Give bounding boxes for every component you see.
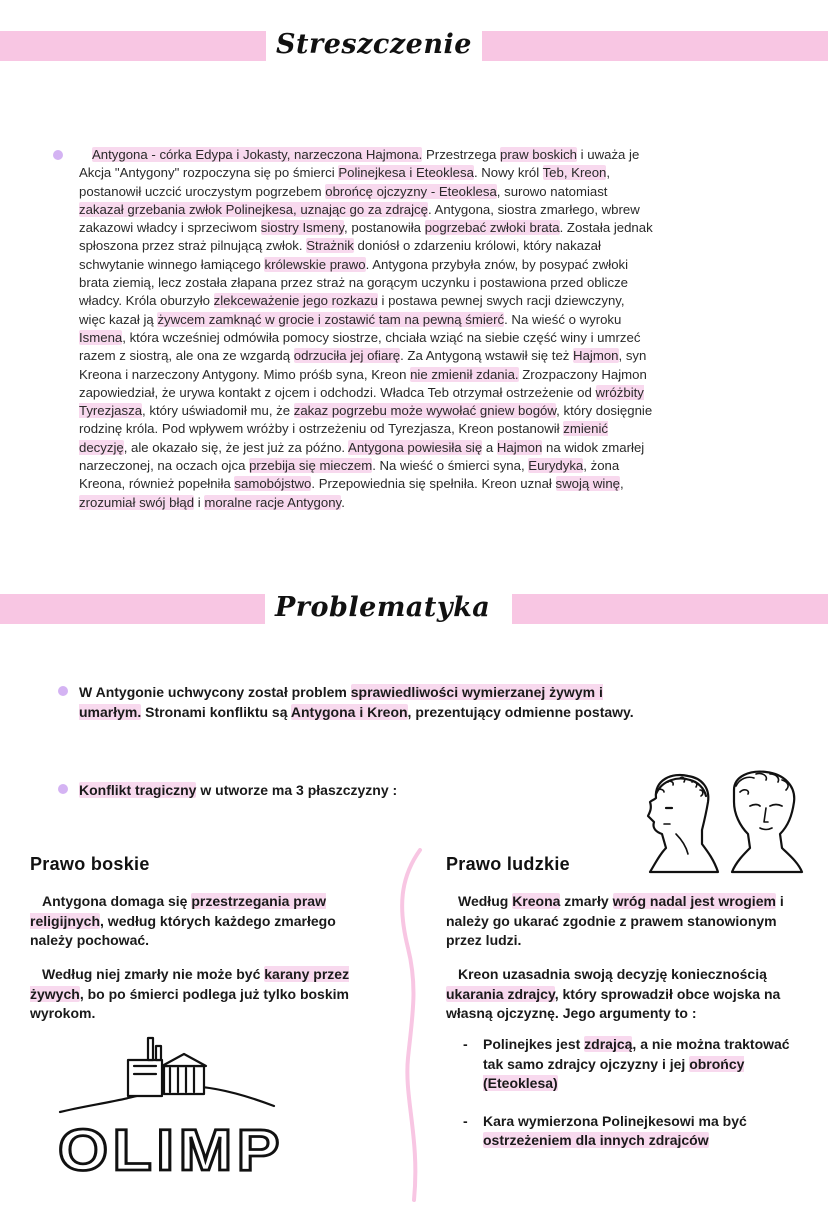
text-segment: , postanowił uczcić uroczystym pogrzebem [79,165,611,199]
highlighted-text: samobójstwo [234,476,312,492]
highlighted-text: zlekceważenie jego rozkazu [213,293,378,309]
divine-law-p1 [30,892,375,951]
text-segment: , żona Kreona, również popełniła [79,458,620,492]
text-segment: i uważa je Akcja "Antygony" rozpoczyna się po śmierci [79,147,640,181]
text-segment: Kara wymierzona Polinejkesowi ma być [483,1112,747,1129]
olimp-illustration [52,1030,292,1200]
text-segment: . Na wieść o śmierci syna, [372,458,529,474]
text-segment: Według [458,893,513,909]
olimp-word: OLIMP [58,1118,284,1183]
text-segment: a [482,439,497,455]
argument-item [463,1112,803,1151]
text-segment: , prezentujący odmienne postawy. [407,703,634,720]
human-law-title: Prawo ludzkie [446,854,570,874]
text-segment: zmarły [560,893,613,909]
argument-marker: - [463,1036,468,1052]
kreon-arguments [463,1035,803,1169]
text-segment: . Nowy król [473,165,543,181]
title-band-left [0,31,270,61]
argument-item [463,1035,803,1094]
text-segment: Polinejkes jest [483,1036,585,1052]
text-segment: Według niej zmarły nie może być [42,966,265,982]
highlighted-text: wróżbity Tyrezjasza [79,384,644,419]
text-segment: Stronami konfliktu są [141,703,291,720]
highlighted-text: moralne racje Antygony [204,494,342,510]
text-segment: , [620,476,624,492]
divine-law-title: Prawo boskie [30,854,150,874]
text-segment: , który sprowadził obce wojska na własną ojczyznę. Jego argumenty to : [446,985,781,1021]
highlighted-text: zakazał grzebania zwłok Polinejkesa, uznając go za zdrajcę [79,201,428,217]
text-segment: , bo po śmierci podlega już tylko boskim wyrokom. [30,985,349,1021]
highlighted-text: ostrzeżeniem dla innych zdrajców [483,1132,709,1148]
highlighted-text: zrozumiał swój błąd [79,494,195,510]
highlighted-text: Hajmon [496,439,543,455]
text-segment: i [194,494,205,510]
highlighted-text: Eurydyka [528,458,584,474]
column-divider [390,848,440,1203]
text-segment: , który dosięgnie rodzinę króla. Pod wpływem wróżby i ostrzeżeniu od Tyrezjasza, Kreon postanowił [79,403,653,437]
summary-title: Streszczenie [266,23,482,67]
highlighted-text: obrońcy (Eteoklesa) [483,1055,745,1091]
summary-bullet [53,150,63,160]
text-segment: na widok zmarłej narzeczonej, na oczach ojca [79,439,645,474]
highlighted-text: żywcem zamknąć w grocie i zostawić tam na pewną śmierć [157,311,505,327]
highlighted-text: obrońcę ojczyzny - Eteoklesa [325,183,497,199]
text-segment: . Przepowiednia się spełniła. Kreon uznał [311,476,556,492]
text-segment: , który uświadomił mu, że [142,403,294,419]
highlighted-text: przebija się mieczem [249,458,373,474]
highlighted-text: ukarania zdrajcy [446,985,555,1002]
highlighted-text: Strażnik [306,238,354,254]
text-segment: doniósł o zdarzeniu królowi, który nakazał schwytanie winnego łamiącego [79,238,601,272]
highlighted-text: swoją winę [555,476,621,492]
problems-band-left [0,594,265,624]
human-law-p2 [446,965,806,1024]
argument-text [483,1036,790,1091]
highlighted-text: nie zmienił zdania. [410,366,519,382]
highlighted-text: zmienić decyzję [79,421,608,455]
text-segment: Zrozpaczony Hajmon zapowiedział, że urywa kontakt z ojcem i odchodzi. Władca Teb otrzymał ostrzeżenie od [79,366,647,400]
highlighted-text: Ismena [79,329,123,345]
conflict-line [79,781,579,801]
problems-band-right [512,594,828,624]
conflict-bullet [58,784,68,794]
highlighted-text: siostry Ismeny [260,220,345,236]
text-segment: . Antygona przybyła znów, by posypać zwłoki brata ziemią, lecz została złapana przez straż na gorącym uczynku i postawiona przed oblicze władcy. Króla oburzyło [79,256,629,309]
highlighted-text: karany przez żywych [30,966,350,1002]
greek-heads-illustration [636,768,806,878]
argument-text [483,1113,747,1149]
highlighted-text: Teb, Kreon [542,165,607,181]
argument-marker: - [463,1112,468,1129]
problems-title: Problematyka [265,586,500,630]
summary-paragraph [79,146,654,512]
highlighted-text: Kreona [512,893,561,909]
highlighted-text: zdrajcą [584,1036,633,1052]
text-segment: , postanowiła [344,220,425,236]
problems-intro [79,683,659,722]
highlighted-text: królewskie prawo [264,256,366,272]
highlighted-text: pogrzebać zwłoki brata [424,220,560,236]
text-segment: Antygona domaga się [42,893,192,909]
highlighted-text: przestrzegania praw religijnych [30,893,326,929]
text-segment: . Za Antygoną wstawił się też [400,348,574,364]
highlighted-text: Antygona i Kreon [290,703,408,720]
text-segment: . Została jednak spłoszona przez straż pilnującą zwłok. [79,220,653,254]
highlighted-text: Polinejkesa i Eteoklesa [338,165,474,181]
highlighted-text: odrzuciła jej ofiarę [293,348,401,364]
text-segment: Kreon uzasadnia swoją decyzję koniecznością [458,966,767,982]
text-segment: i należy go ukarać zgodnie z prawem stanowionym przez ludzi. [446,893,784,948]
text-segment: . Na wieść o wyroku [504,311,622,327]
highlighted-text: Hajmon [573,348,619,364]
text-segment: , a nie można traktować tak samo zdrajcy ojczyzny i jej [483,1036,790,1072]
highlighted-text: Antygona powiesiła się [348,439,483,455]
text-segment: , ale okazało się, że jest już za późno. [123,439,349,455]
text-segment: , według których każdego zmarłego należy pochować. [30,912,336,948]
problems-intro-bullet [58,686,68,696]
text-segment: i postawa pewnej swych racji dziewczyny, więc kazał ją [79,293,625,327]
highlighted-text: Konflikt tragiczny [79,782,197,798]
text-segment: . Antygona, siostra zmarłego, wbrew zakazowi władcy i sprzeciwom [79,201,640,236]
highlighted-text: zakaz pogrzebu może wywołać gniew bogów [293,403,557,419]
text-segment: , syn Kreona i narzeczony Antygony. Mimo próśb syna, Kreon [79,348,647,382]
text-segment: w utworze ma 3 płaszczyzny : [196,782,398,798]
divine-law-p2 [30,965,375,1024]
title-band-right [470,31,828,61]
highlighted-text: wróg nadal jest wrogiem [612,893,776,909]
text-segment: , surowo natomiast [496,183,608,199]
highlighted-text: Antygona - córka Edypa i Jokasty, narzeczona Hajmona. [92,147,423,162]
text-segment: , która wcześniej odmówiła pomocy siostrze, chciała wziąć na siebie część winy i umrzeć razem z siostrą, ale ona ze wzgardą [79,329,641,364]
text-segment: . [341,494,345,510]
highlighted-text: sprawiedliwości wymierzanej żywym i umarłym. [79,684,603,720]
human-law-p1 [446,892,806,951]
text-segment: W Antygonie uchwycony został problem [79,684,351,700]
highlighted-text: praw boskich [500,147,578,162]
text-segment: Przestrzega [422,147,501,162]
